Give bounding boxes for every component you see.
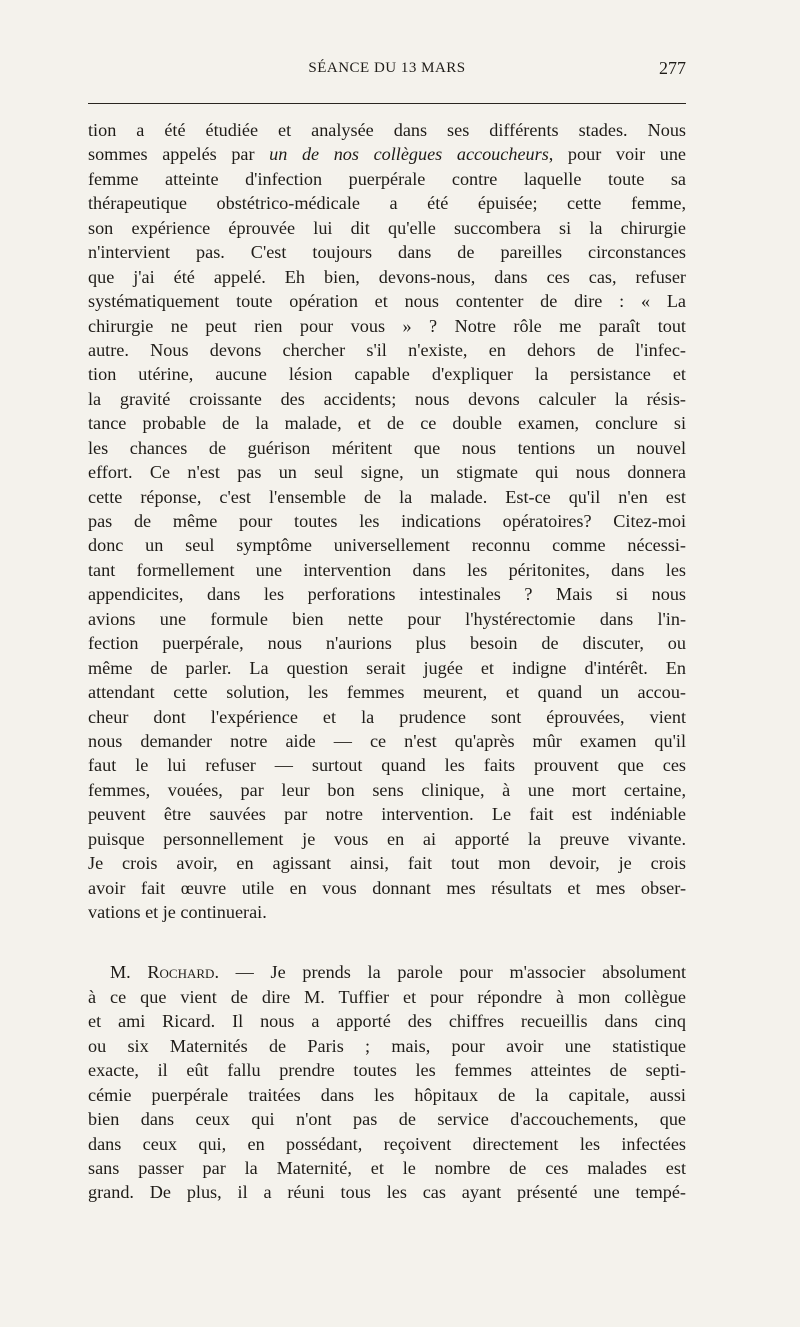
paragraph [88, 960, 686, 1204]
page-number: 277 [659, 58, 686, 78]
text-line: faut le lui refuser — surtout quand les faits prouvent que ces [88, 755, 686, 776]
text-line: à ce que vient de dire M. Tuffier et pour répondre à mon collègue [88, 986, 686, 1007]
text-line: sans passer par la Maternité, et le nombre de ces malades est [88, 1157, 686, 1178]
text-line: la gravité croissante des accidents; nous devons calculer la résis- [88, 388, 686, 409]
text-line: attendant cette solution, les femmes meurent, et quand un accou- [88, 682, 686, 703]
text-line: avions une formule bien nette pour l'hystérectomie dans l'in- [88, 608, 686, 629]
text-line: effort. Ce n'est pas un seul signe, un stigmate qui nous donnera [88, 462, 686, 483]
text-line: femmes, vouées, par leur bon sens clinique, à une mort certaine, [88, 779, 686, 800]
text-line: peuvent être sauvées par notre intervention. Le fait est indéniable [88, 804, 686, 825]
text-line: sommes appelés par un de nos collègues accoucheurs, pour voir une [88, 144, 687, 165]
header-rule [88, 103, 686, 104]
text-line: n'intervient pas. C'est toujours dans de pareilles circonstances [88, 242, 686, 263]
speaker-name: Rochard [147, 962, 215, 983]
text-line: tance probable de la malade, et de ce double examen, conclure si [88, 413, 686, 434]
text-line: exacte, il eût fallu prendre toutes les femmes atteintes de septi- [88, 1060, 686, 1081]
text-line: vations et je continuerai. [88, 902, 267, 922]
text-line: bien dans ceux qui n'ont pas de service d'accouchements, que [88, 1109, 686, 1130]
text-line: autre. Nous devons chercher s'il n'existe, en dehors de l'infec- [88, 339, 686, 360]
text-line: son expérience éprouvée lui dit qu'elle succombera si la chirurgie [88, 217, 686, 238]
text-line: thérapeutique obstétrico-médicale a été épuisée; cette femme, [88, 193, 686, 214]
text-line: systématiquement toute opération et nous contenter de dire : « La [88, 291, 686, 312]
text-line: puisque personnellement je vous en ai apporté la preuve vivante. [88, 828, 686, 849]
text-line: cette réponse, c'est l'ensemble de la malade. Est-ce qu'il n'en est [88, 486, 686, 507]
italic-phrase: un de nos collègues accoucheurs [269, 144, 549, 165]
text-line: M. Rochard. — Je prends la parole pour m'associer absolument [110, 962, 686, 983]
text-line: pas de même pour toutes les indications opératoires? Citez-moi [88, 511, 686, 531]
text-line: Je crois avoir, en agissant ainsi, fait tout mon devoir, je crois [88, 853, 686, 874]
text-line: chirurgie ne peut rien pour vous » ? Notre rôle me paraît tout [88, 315, 686, 336]
body-text [88, 118, 686, 1205]
text-line: que j'ai été appelé. Eh bien, devons-nous, dans ces cas, refuser [88, 266, 686, 287]
page-header [88, 60, 686, 92]
text-line: ou six Maternités de Paris ; mais, pour avoir une statistique [88, 1035, 686, 1056]
paragraph [88, 118, 686, 924]
paragraph-gap [88, 924, 686, 960]
running-title: SÉANCE DU 13 MARS [308, 60, 466, 76]
text-line: tion a été étudiée et analysée dans ses différents stades. Nous [88, 120, 686, 140]
text-line: appendicites, dans les perforations intestinales ? Mais si nous [88, 584, 686, 605]
text-line: cémie puerpérale traitées dans les hôpitaux de la capitale, aussi [88, 1084, 686, 1105]
text-line: dans ceux qui, en possédant, reçoivent directement les infectées [88, 1133, 686, 1154]
text-line: cheur dont l'expérience et la prudence sont éprouvées, vient [88, 706, 686, 727]
text-line: femme atteinte d'infection puerpérale contre laquelle toute sa [88, 168, 686, 189]
text-line: tion utérine, aucune lésion capable d'expliquer la persistance et [88, 364, 686, 385]
text-line: fection puerpérale, nous n'aurions plus besoin de discuter, ou [88, 633, 686, 654]
text-line: avoir fait œuvre utile en vous donnant mes résultats et mes obser- [88, 877, 686, 898]
text-line: grand. De plus, il a réuni tous les cas ayant présenté une tempé- [88, 1182, 686, 1203]
text-line: et ami Ricard. Il nous a apporté des chiffres recueillis dans cinq [88, 1011, 686, 1032]
text-line: donc un seul symptôme universellement reconnu comme nécessi- [88, 535, 686, 556]
text-line: nous demander notre aide — ce n'est qu'après mûr examen qu'il [88, 730, 686, 751]
text-line: même de parler. La question serait jugée et indigne d'intérêt. En [88, 657, 686, 678]
text-line: les chances de guérison méritent que nous tentions un nouvel [88, 437, 686, 458]
text-line: tant formellement une intervention dans les péritonites, dans les [88, 559, 686, 580]
